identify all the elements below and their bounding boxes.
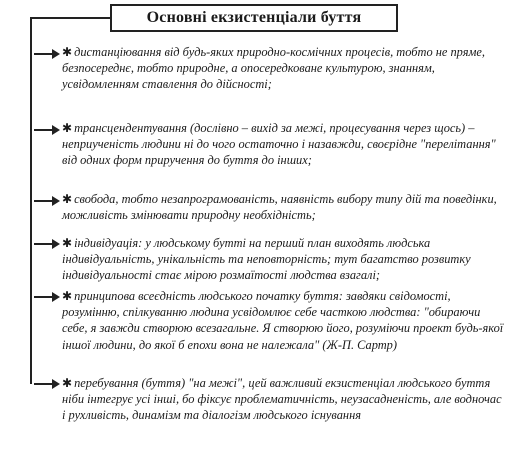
asterisk-bullet-icon: ✱ [62,236,73,250]
arrow-icon [34,125,60,135]
existential-item [62,120,504,169]
item-text: перебування (буття) "на межі", цей важливий екзистенціал людського буття ніби інтегрує усі інші, бо фіксує проблематичність, неузасадненість, але водночас і рухливість, динамізм та діалогізм людського існування [62,376,502,423]
item-text: свобода, тобто незапрограмованість, наявність вибору типу дій та поведінки, можливість змінювати природну необхідність; [62,192,497,223]
vertical-spine [30,17,32,384]
asterisk-bullet-icon: ✱ [62,192,73,206]
existential-item [62,288,504,353]
asterisk-bullet-icon: ✱ [62,121,73,135]
diagram-title [110,4,398,32]
asterisk-bullet-icon: ✱ [62,45,73,59]
diagram-title-text: Основні екзистенціали буття [146,9,362,26]
item-text: трансцендентування (дослівно – вихід за межі, процесування через щось) – неприученість людини ні до чого остаточно і назавжди, своєрідне "перелітання" від одних форм приручення до буття до інших; [62,121,496,168]
title-connector-horizontal [30,17,112,19]
asterisk-bullet-icon: ✱ [62,376,73,390]
item-text: дистанціювання від будь-яких природно-космічних процесів, тобто не пряме, безпосереднє, тобто природне, а опосередковане культурою, знанням, усвідомленням ставлення до дійсності; [62,45,485,92]
arrow-icon [34,292,60,302]
item-text: індивідуація: у людському бутті на перший план виходять людська індивідуальність, унікальність та неповторність; тут багатство розвитку індивідуальності стає мірою розмаїтості людства взагалі; [62,236,471,283]
arrow-icon [34,49,60,59]
arrow-icon [34,196,60,206]
existential-item [62,44,504,93]
arrow-icon [34,379,60,389]
existential-item [62,235,504,284]
existential-item [62,375,504,424]
arrow-icon [34,239,60,249]
existential-item [62,191,504,223]
asterisk-bullet-icon: ✱ [62,289,73,303]
item-text: принципова всеєдність людського початку буття: завдяки свідомості, розумінню, спілкуванню людина усвідомлює себе часткою людства: "обираючи себе, я завжди створюю всезагальне. Я створюю його, розуміючи проект будь-якої іншої людини, до якої б епохи вона не належала" (Ж-П. Сартр) [62,289,504,352]
